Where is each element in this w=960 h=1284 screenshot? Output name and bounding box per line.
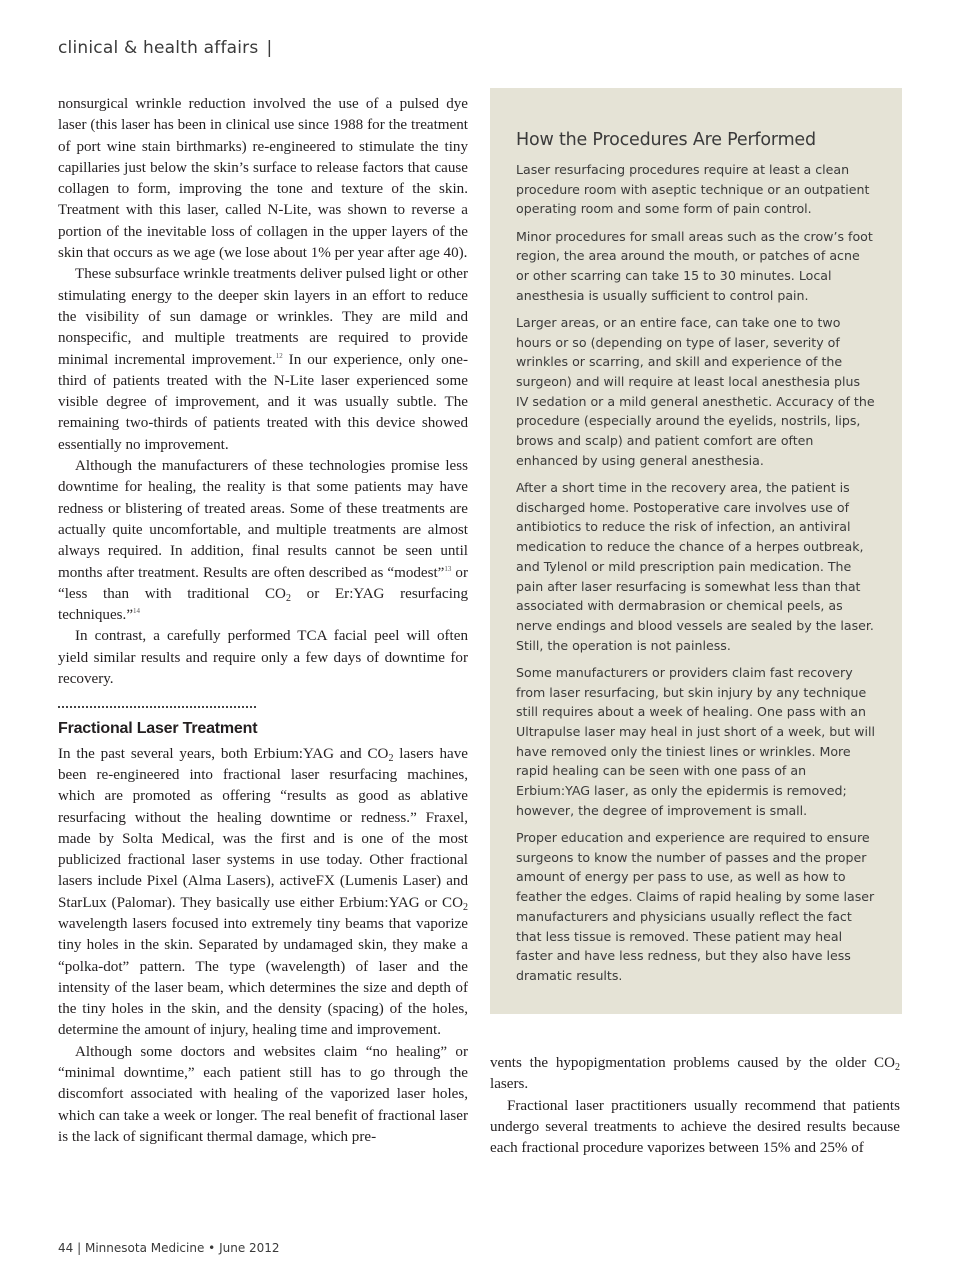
right-column	[490, 1053, 900, 1159]
paragraph: Although the manufacturers of these technologies promise less downtime for healing, the reality is that some patients may have redness or blistering of treated areas. Some of these treatments are actually quite uncomfortable, and multiple treatments are almost always required. In addition, final results cannot be seen until months after treatment. Results are often described as “modest”$^{13}$ or “less than with traditional $CO_2$ or Er:YAG resurfacing techniques.”$^{14}$	[58, 458, 468, 624]
dotted-divider	[58, 706, 256, 708]
reference-14: 14	[133, 607, 141, 616]
paragraph: Although some doctors and websites claim “no healing” or “minimal downtime,” each patient still has to go through the discomfort associated with healing of the vaporized laser holes, which can take a week or longer. The real benefit of fractional laser is the lack of significant thermal damage, which pre-	[58, 1043, 468, 1145]
running-header	[58, 38, 272, 58]
header-separator: |	[266, 38, 273, 58]
reference-12: 12	[275, 351, 283, 360]
sidebar-paragraph: Some manufacturers or providers claim fast recovery from laser resurfacing, but skin injury by any technique still requires about a week of healing. One pass with an Ultrapulse laser may heal in just short of a week, but will have removed only the tiniest lines or wrinkles. More rapid healing can be seen with one pass of an Erbium:YAG laser, as only the epidermis is removed; however, the degree of improvement is small.	[516, 664, 875, 818]
paragraph: These subsurface wrinkle treatments deliver pulsed light or other stimulating energy to the deeper skin layers in an effort to reduce the visibility of sun damage or wrinkles. They are mild and nonspecific, and multiple treatments are required to provide minimal incremental improvement.$^{12}$ In our experience, only one-third of patients treated with the N-Lite laser experienced some visible degree of improvement, and it was usually subtle. The remaining two-thirds of patients treated with this device showed essentially no improvement.	[58, 266, 468, 453]
page-number: 44	[58, 1241, 74, 1255]
left-column	[58, 94, 468, 1148]
paragraph: In contrast, a carefully performed TCA facial peel will often yield similar results and require only a few days of downtime for recovery.	[58, 628, 468, 688]
paragraph: nonsurgical wrinkle reduction involved the use of a pulsed dye laser (this laser has been in clinical use since 1988 for the treatment of port wine stain birthmarks) re-engineered to stimulate the tiny capillaries just below the skin’s surface to release factors that cause collagen to form, improving the tone and texture of the skin. Treatment with this laser, called N-Lite, was shown to reverse a portion of the inevitable loss of collagen in the upper layers of the skin that occurs as we age (we lose about 1% per year after age 40).	[58, 96, 468, 262]
section-label: clinical & health affairs	[58, 38, 259, 58]
sidebar-paragraph: Minor procedures for small areas such as the crow’s foot region, the area around the mouth, or patches of acne or other scarring can take 15 to 30 minutes. Local anesthesia is usually sufficient to control pain.	[516, 228, 873, 303]
paragraph: vents the hypopigmentation problems caused by the older $CO_2$ lasers.	[490, 1055, 900, 1093]
section-heading: Fractional Laser Treatment	[58, 720, 258, 738]
footer-separator: |	[77, 1241, 82, 1255]
sidebar-paragraph: Laser resurfacing procedures require at least a clean procedure room with aseptic technique or an outpatient operating room and some form of pain control.	[516, 162, 870, 217]
paragraph: Fractional laser practitioners usually recommend that patients undergo several treatments to achieve the desired results because each fractional procedure vaporizes between 15% and 25% of	[490, 1097, 900, 1157]
sidebar-paragraph: Proper education and experience are required to ensure surgeons to know the number of passes and the proper amount of energy per pass to use, as well as how to feather the edges. Claims of rapid healing by some laser manufacturers and physicians usually reflect the fact that less tissue is removed. These patient may heal faster and have less redness, but they also have less dramatic results.	[516, 830, 875, 983]
paragraph: In the past several years, both Erbium:YAG and $CO_2$ lasers have been re-engineered into fractional laser resurfacing machines, which are promoted as offering “results as good as ablative resurfacing without the healing downtime or redness.” Fraxel, made by Solta Medical, was the first and is one of the most publicized fractional laser systems in use today. Other fractional lasers include Pixel (Alma Lasers), activeFX (Lumenis Laser) and StarLux (Palomar). They basically use either Erbium:YAG or $CO_2$ wavelength lasers focused into extremely tiny beams that vaporize tiny holes in the skin. Separated by undamaged skin, they make a “polka-dot” pattern. The type (wavelength) of laser and the intensity of the laser beam, which determines the size and depth of the tiny holes in the skin, and the density (spacing) of the holes, determine the amount of injury, healing time and improvement.	[58, 745, 468, 1039]
sidebar-paragraph: Larger areas, or an entire face, can take one to two hours or so (depending on type of laser, severity of wrinkles or scarring, and skill and experience of the surgeon) and will require at least local anesthesia plus IV sedation or a mild general anesthetic. Accuracy of the procedure (especially around the eyelids, nostrils, lips, brows and scalp) and patient comfort are often enhanced by using general anesthesia.	[516, 314, 875, 468]
sidebar-title: How the Procedures Are Performed	[516, 130, 816, 150]
issue-date: June 2012	[219, 1241, 280, 1255]
journal-name: Minnesota Medicine	[84, 1241, 205, 1255]
reference-13: 13	[444, 564, 452, 573]
sidebar-paragraph: After a short time in the recovery area, the patient is discharged home. Postoperative care involves use of antibiotics to reduce the risk of infection, an antiviral medication to reduce the chance of a herpes outbreak, and Tylenol or mild prescription pain medication. The pain after laser resurfacing is somewhat less than that associated with dermabrasion or chemical peels, as nerve endings and blood vessels are sealed by the laser. Still, the operation is not painless.	[516, 480, 874, 653]
page-footer	[58, 1241, 280, 1255]
footer-bullet: •	[208, 1241, 216, 1255]
sidebar-box	[490, 88, 902, 1014]
